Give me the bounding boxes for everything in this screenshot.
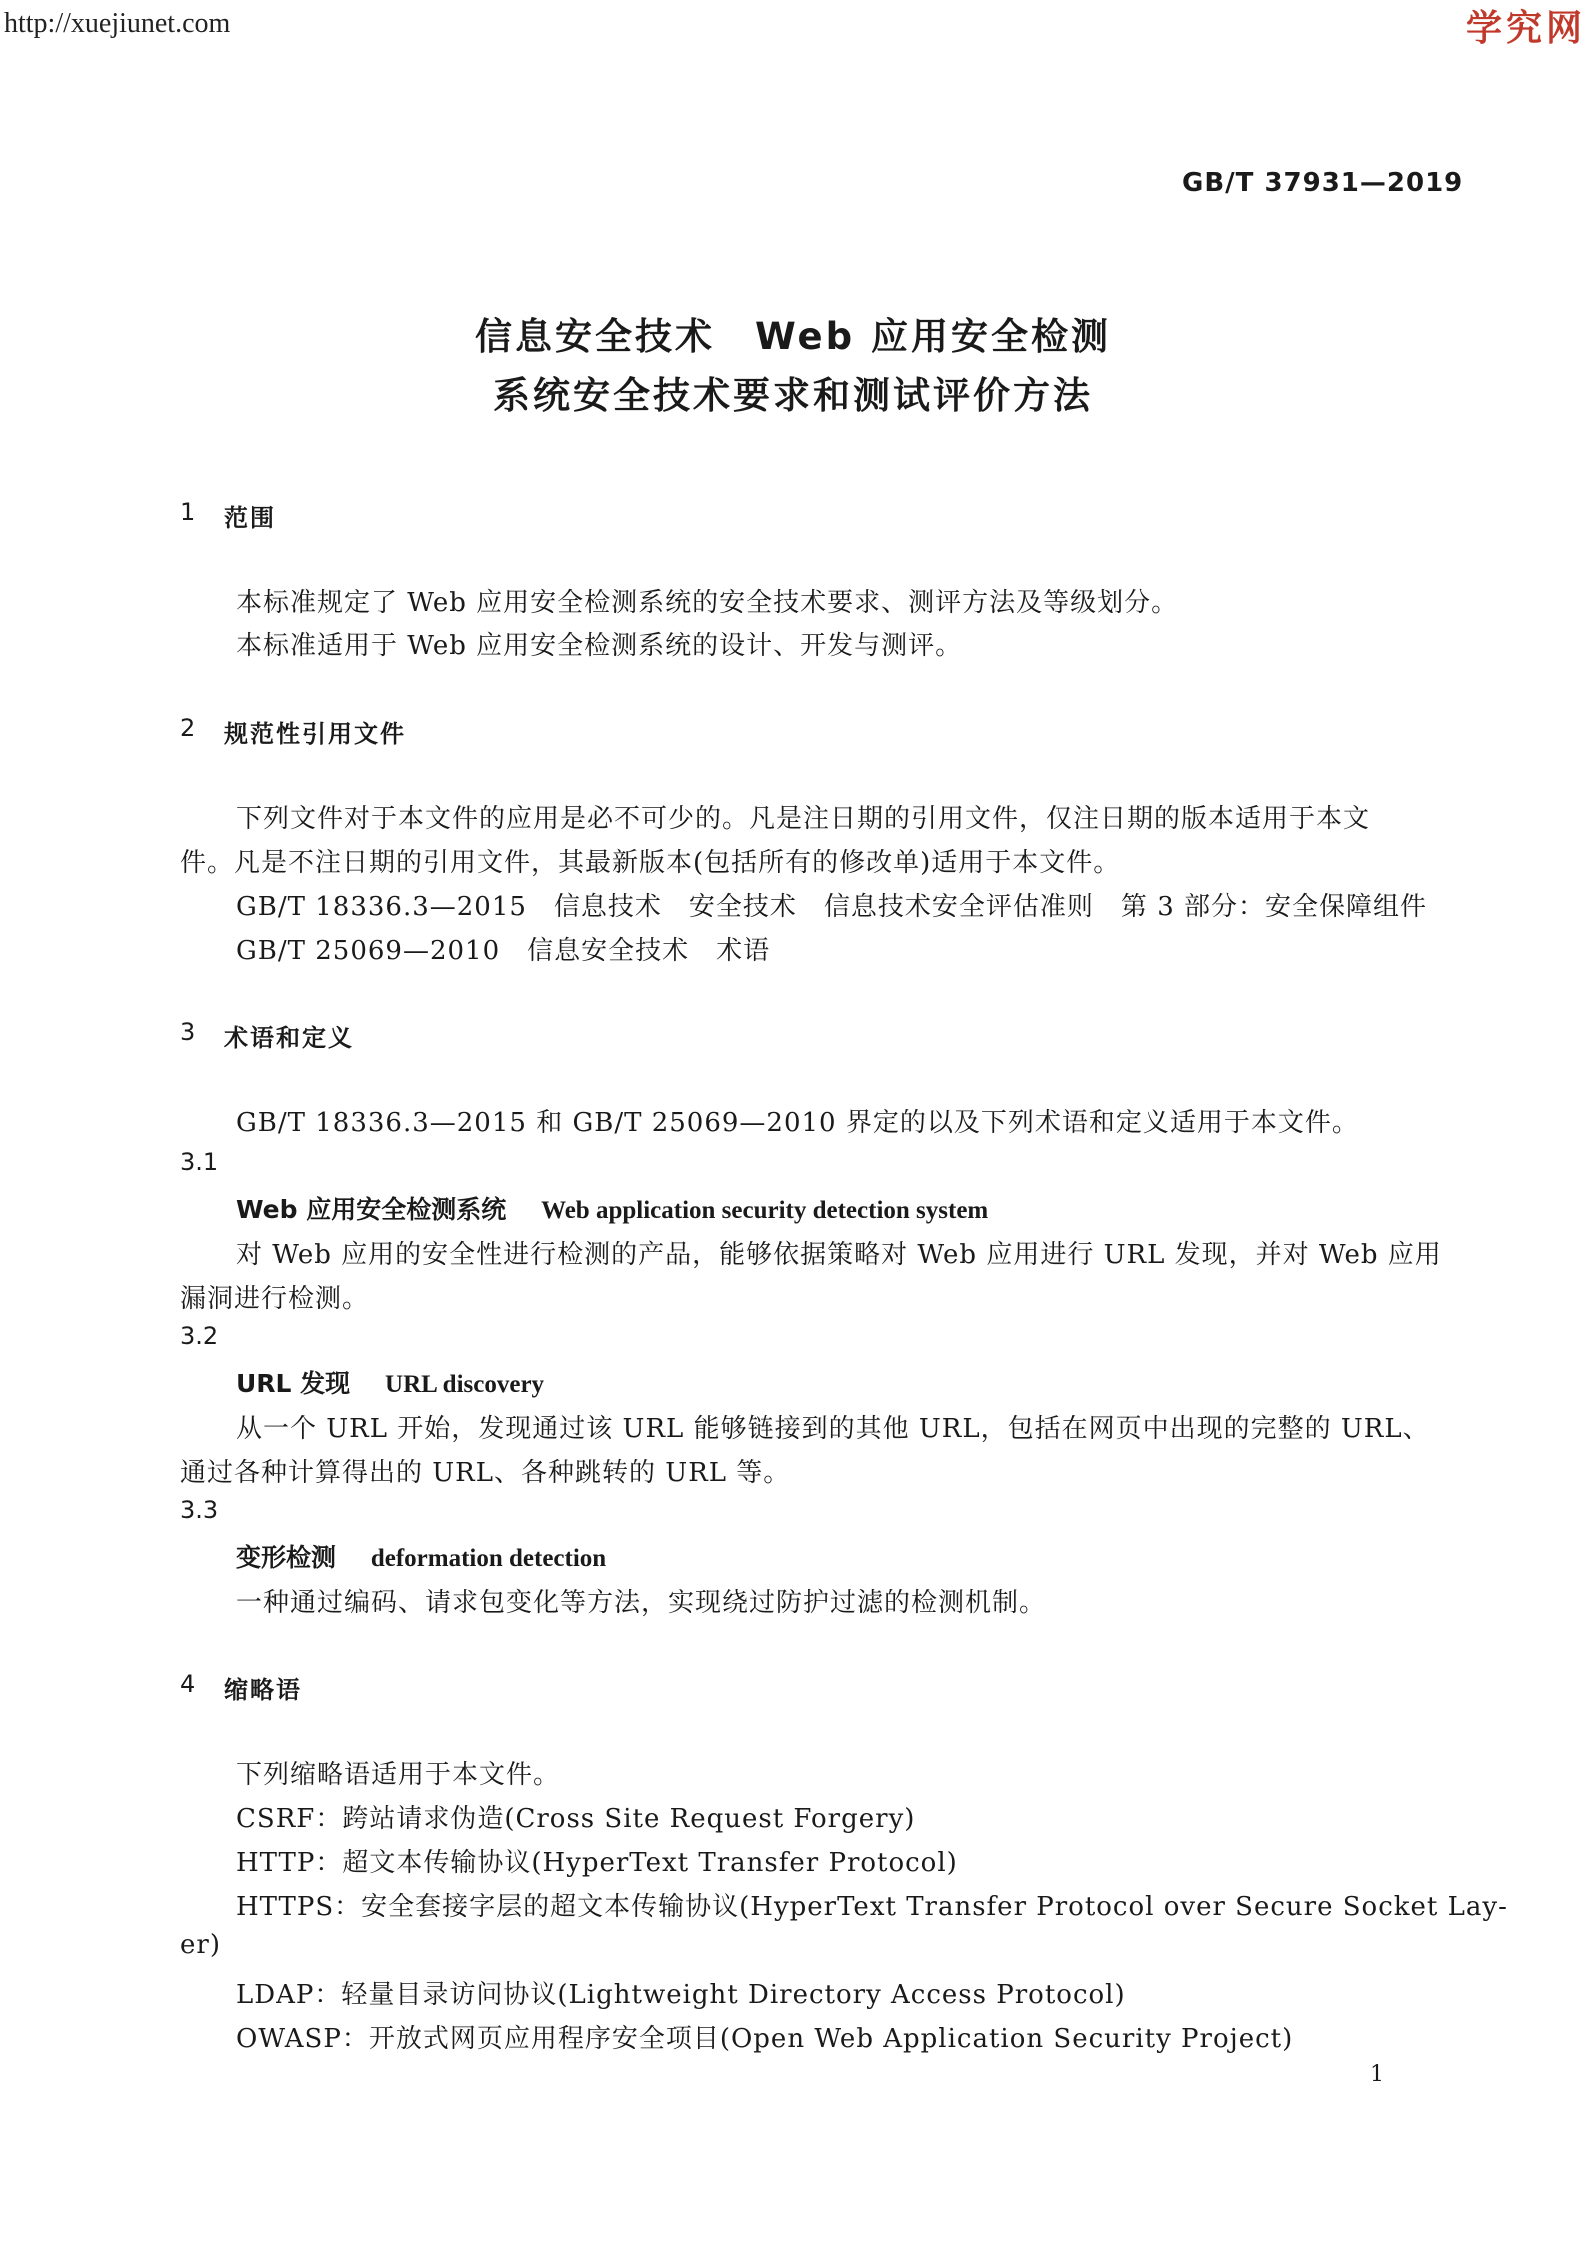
section-3-title: 术语和定义: [224, 1024, 354, 1052]
site-logo: 学究网: [1466, 7, 1586, 49]
term-number: 3.2: [180, 1322, 219, 1350]
section-2-number: 2: [180, 714, 196, 742]
term-definition: 漏洞进行检测。: [180, 1284, 370, 1314]
term-en: Web application security detection system: [541, 1197, 989, 1224]
page-number: 1: [1370, 2062, 1384, 2087]
document-title-line-1: 信息安全技术 Web 应用安全检测: [475, 315, 1111, 358]
site-url[interactable]: http://xuejiunet.com: [4, 8, 231, 39]
abbreviation-item-continuation: er): [180, 1930, 221, 1960]
abbreviation-item: OWASP：开放式网页应用程序安全项目(Open Web Application Security Project): [236, 2024, 1294, 2054]
term-definition: 从一个 URL 开始，发现通过该 URL 能够链接到的其他 URL，包括在网页中出现的完整的 URL、: [236, 1414, 1430, 1444]
section-1-number: 1: [180, 498, 196, 526]
section-2-paragraph: 件。凡是不注日期的引用文件，其最新版本(包括所有的修改单)适用于本文件。: [180, 848, 1121, 878]
term-cn: URL 发现: [236, 1369, 351, 1398]
section-4-number: 4: [180, 1670, 196, 1698]
reference-item: GB/T 18336.3—2015 信息技术 安全技术 信息技术安全评估准则 第 3 部分：安全保障组件: [236, 892, 1427, 922]
abbreviation-item: CSRF：跨站请求伪造(Cross Site Request Forgery): [236, 1804, 916, 1834]
term-cn: 变形检测: [236, 1543, 337, 1572]
section-3-intro: GB/T 18336.3—2015 和 GB/T 25069—2010 界定的以及下列术语和定义适用于本文件。: [236, 1108, 1359, 1138]
term-en: deformation detection: [370, 1545, 607, 1572]
abbreviation-item: LDAP：轻量目录访问协议(Lightweight Directory Access Protocol): [236, 1980, 1126, 2010]
section-1-paragraph: 本标准规定了 Web 应用安全检测系统的安全技术要求、测评方法及等级划分。: [236, 588, 1179, 618]
term-number: 3.1: [180, 1148, 219, 1176]
abbreviation-item: HTTP：超文本传输协议(HyperText Transfer Protocol): [236, 1848, 958, 1878]
term-cn: Web 应用安全检测系统: [236, 1195, 507, 1224]
section-2-paragraph: 下列文件对于本文件的应用是必不可少的。凡是注日期的引用文件，仅注日期的版本适用于本文: [236, 804, 1371, 834]
term-en: URL discovery: [385, 1371, 545, 1398]
term-definition: 通过各种计算得出的 URL、各种跳转的 URL 等。: [180, 1458, 791, 1488]
section-1-paragraph: 本标准适用于 Web 应用安全检测系统的设计、开发与测评。: [236, 631, 963, 661]
section-1-title: 范围: [224, 504, 276, 532]
term-number: 3.3: [180, 1496, 219, 1524]
reference-item: GB/T 25069—2010 信息安全技术 术语: [236, 936, 771, 966]
section-3-number: 3: [180, 1018, 196, 1046]
abbreviation-item: HTTPS：安全套接字层的超文本传输协议(HyperText Transfer Protocol over Secure Socket Lay-: [236, 1892, 1508, 1922]
section-4-title: 缩略语: [224, 1676, 302, 1704]
standard-code: GB/T 37931—2019: [1182, 168, 1464, 198]
document-title-line-2: 系统安全技术要求和测试评价方法: [493, 374, 1093, 417]
section-2-title: 规范性引用文件: [224, 720, 406, 748]
section-4-intro: 下列缩略语适用于本文件。: [236, 1760, 561, 1790]
term-heading: [236, 1190, 988, 1226]
term-heading: [236, 1364, 544, 1400]
term-heading: [236, 1538, 606, 1574]
term-definition: 一种通过编码、请求包变化等方法，实现绕过防护过滤的检测机制。: [236, 1588, 1047, 1618]
term-definition: 对 Web 应用的安全性进行检测的产品，能够依据策略对 Web 应用进行 URL 发现，并对 Web 应用: [236, 1240, 1442, 1270]
